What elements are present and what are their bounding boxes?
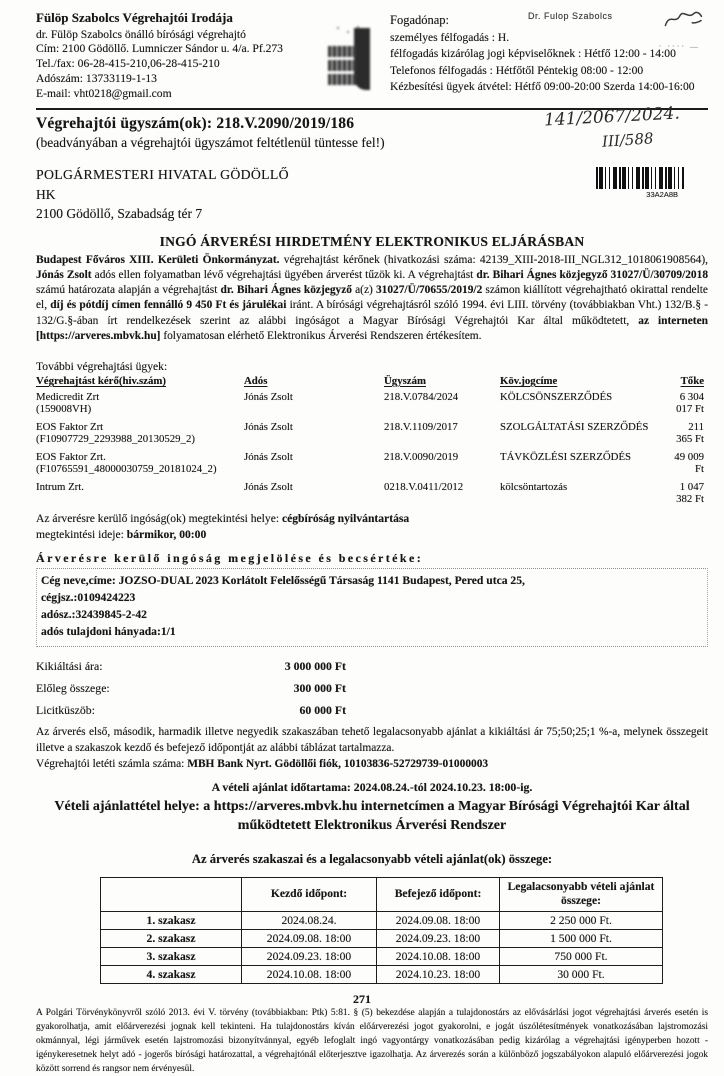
table-row	[36, 481, 708, 505]
stage-end: 2024.10.08. 18:00	[377, 947, 500, 965]
barcode-icon	[596, 167, 684, 189]
cell-ados: Jónás Zsolt	[244, 450, 293, 463]
legal-paragraph: A Polgári Törvénykönyvről szóló 2013. évi V. törvény (továbbiakban: Ptk) 5:81. § (5) bekezdése alapján a tulajdonostárs az elővásárlási jogot végrehajtási árverés esetén is gyakorolhatja, amit előárverezési jognak kell tekinteni. Ha tulajdonostárs kíván előárverezési jogot gyakorolni, e jogát úszólétesítmények vonatkozásában lajstromozási okmánnyal, légi járművek esetén lajstromozási bizonyítvánnyal, egyéb lefoglalt ingó vagyontárgy vonatkozásában pedig kizárólag a végrehajtási igényperben hozott - igénykeresetnek helyt adó - jogerős bírósági határozattal, a végrehajtónál előterjesztve igazolhatja. Az árverezés során a különböző jogszabályokon alapuló előárverezési jogok között sorrend és rangsor nem érvényesül.	[36, 1007, 708, 1074]
intro-seg: dr. Bihari Ágnes közjegyző	[220, 284, 352, 297]
price-row	[36, 703, 708, 718]
intro-seg: az interneten [https://arveres.mbvk.hu]	[36, 314, 708, 342]
scan-marks: · ···· —	[658, 42, 700, 51]
cell-jogcim: kölcsöntartozás	[500, 480, 568, 493]
price-label: Licitküszöb:	[36, 703, 95, 718]
bailiff-office-block	[36, 10, 328, 102]
stage-end: 2024.09.08. 18:00	[377, 911, 500, 929]
table-row	[36, 391, 708, 415]
offer-duration: A vételi ajánlat időtartama: 2024.08.24.-tól 2024.10.23. 18:00-ig.	[211, 779, 533, 794]
cell-jogcim: TÁVKÖZLÉSI SZERZŐDÉS	[500, 450, 632, 463]
stage-name: 3. szakasz	[101, 947, 242, 965]
cell-kero: Medicredit Zrt (159008VH)	[36, 390, 100, 415]
stages-note: Az árverés első, második, harmadik illetve negyedik szakaszában tehető legalacsonyabb ajánlat a kikiáltási ár 75;50;25;1 %-a, melynek összegeit illetve a szakaszok kezdő és befejező időpontját az alábbi táblázat tartalmazza.	[36, 726, 708, 754]
case-number-note: (beadványában a végrehajtói ügyszámot feltétlenül tüntesse fel!)	[36, 134, 385, 150]
stage-col-empty	[101, 877, 242, 911]
deposit-account-line: Végrehajtói letéti számla száma: MBH Bank Nyrt. Gödöllői fiók, 10103836-52729739-01000003	[36, 757, 489, 770]
stage-end: 2024.09.23. 18:00	[377, 929, 500, 947]
stage-end: 2024.10.23. 18:00	[377, 965, 500, 983]
table-row	[36, 451, 708, 475]
col-ados: Adós	[244, 374, 268, 387]
item-section-heading: Árverésre kerülő ingóság megjelölése és becsértéke:	[36, 551, 424, 566]
letterhead	[36, 10, 708, 102]
office-address: Cím: 2100 Gödöllő. Lumniczer Sándor u. 4/a. Pf.273	[36, 42, 283, 56]
offer-place: Vételi ajánlattétel helye: a https://arveres.mbvk.hu internetcímen a Magyar Bírósági Végrehajtói Kar által működtetett Elektronikus Árverési Rendszer	[54, 798, 690, 833]
cell-ugyszam: 218.V.1109/2017	[384, 420, 458, 433]
cell-ados: Jónás Zsolt	[244, 420, 293, 433]
barcode-label: 33A2A8B	[646, 189, 678, 199]
stage-minbid: 2 250 000 Ft.	[500, 911, 663, 929]
recipient-block	[36, 165, 708, 224]
intro-seg: dr. Bihari Ágnes közjegyző 31027/Ü/30709/2018	[476, 269, 709, 282]
item-regno: cégjsz.:0109424223	[41, 591, 136, 605]
col-kero: Végrehajtást kérő(hiv.szám)	[36, 374, 166, 387]
intro-seg: folyamatosan elérhető Elektronikus Árverési Rendszeren értékesítem.	[160, 329, 482, 342]
intro-seg: iránt. A bírósági végrehajtásról szóló 1994. évi LIII. törvény (továbbiakban Vht.) 132/B.§ - 132/G.§-ában írt rendelkezések szerint az alábbi ingóságot a Magyar Bírósági Végrehajtói Kar által működtetett,	[36, 299, 709, 327]
cell-ados: Jónás Zsolt	[244, 480, 293, 493]
viewing-time: megtekintési ideje: bármikor, 00:00	[36, 528, 207, 542]
stages-table	[100, 877, 663, 984]
stage-start: 2024.08.24.	[242, 911, 377, 929]
intro-seg: adós ellen folyamatban lévő végrehajtási ügyében árverést tűzök ki. A végrehajtást	[91, 269, 477, 282]
stage-start: 2024.10.08. 18:00	[242, 965, 377, 983]
viewing-place: Az árverésre kerülő ingóság(ok) megtekintési helye: cégbíróság nyilvántartása	[36, 511, 410, 525]
cases-header-row	[36, 375, 708, 387]
stage-minbid: 750 000 Ft.	[500, 947, 663, 965]
case-number-section	[36, 103, 708, 151]
cell-kero: EOS Faktor Zrt (F10907729_2293988_20130529_2)	[36, 420, 195, 445]
cell-ugyszam: 218.V.0784/2024	[384, 390, 459, 403]
handwritten-reference: 141/2067/2024.	[543, 103, 681, 131]
stage-minbid: 1 500 000 Ft.	[500, 929, 663, 947]
stamp-area	[328, 10, 390, 102]
intro-seg: a(z)	[351, 284, 376, 297]
stage-name: 2. szakasz	[101, 929, 242, 947]
stage-col-end: Befejező időpont:	[377, 877, 500, 911]
price-value: 3 000 000 Ft	[284, 659, 346, 674]
printed-name: Dr. Fulop Szabolcs	[528, 11, 613, 21]
hours-line2: félfogadás kizárólag jogi képviselőknek : Hétfő 12:00 - 14:00	[390, 47, 676, 61]
stage-start: 2024.09.08. 18:00	[242, 929, 377, 947]
office-phone: Tel./fax: 06-28-415-210,06-28-415-210	[36, 57, 220, 71]
further-cases-table	[36, 360, 708, 505]
col-ugyszam: Ügyszám	[384, 374, 426, 387]
stage-start: 2024.09.23. 18:00	[242, 947, 377, 965]
item-company: Cég neve,címe: JOZSO-DUAL 2023 Korlátolt Felelősségű Társaság 1141 Budapest, Pered utca 25,	[41, 574, 525, 588]
stage-minbid: 30 000 Ft.	[500, 965, 663, 983]
hours-title: Fogadónap:	[390, 13, 450, 27]
office-taxid: Adószám: 13733119-1-13	[36, 72, 157, 86]
price-value: 300 000 Ft	[293, 681, 346, 696]
price-value: 60 000 Ft	[299, 703, 346, 718]
hours-line1: személyes félfogadás : H.	[390, 30, 510, 44]
stages-table-title: Az árverés szakaszai és a legalacsonyabb vételi ajánlat(ok) összege:	[191, 851, 553, 866]
cell-kero: EOS Faktor Zrt. (F10765591_48000030759_20181024_2)	[36, 450, 217, 475]
intro-seg: 31027/Ü/70655/2019/2	[375, 284, 483, 297]
office-name: Fülöp Szabolcs Végrehajtói Irodája	[36, 10, 233, 25]
case-number: Végrehajtói ügyszám(ok): 218.V.2090/2019/186	[36, 114, 355, 132]
cell-ugyszam: 0218.V.0411/2012	[384, 480, 464, 493]
col-toke: Tőke	[680, 374, 704, 387]
recipient-address: 2100 Gödöllő, Szabadság tér 7	[36, 206, 203, 222]
stage-col-start: Kezdő időpont:	[242, 877, 377, 911]
viewing-info	[36, 511, 708, 543]
hours-line3: Telefonos félfogadás : Hétfőtől Péntekig 08:00 - 12:00	[390, 63, 644, 77]
cell-toke: 49 009 Ft	[674, 450, 704, 475]
table-row	[36, 421, 708, 445]
page-number: 271	[353, 992, 371, 1006]
price-label: Előleg összege:	[36, 681, 110, 696]
hours-line4: Kézbesítési ügyek átvétel: Hétfő 09:00-20:00 Szerda 14:00-16:00	[390, 80, 695, 94]
recipient-line2: HK	[36, 186, 56, 202]
cell-ados: Jónás Zsolt	[244, 390, 293, 403]
cell-toke: 6 304 017 Ft	[676, 390, 704, 415]
coat-of-arms-stamp-icon	[328, 24, 378, 96]
intro-seg: számon kiállított végrehajtható okirattal rendelte el,	[36, 284, 708, 312]
barcode-block	[596, 167, 684, 201]
item-ownership: adós tulajdoni hányada:1/1	[41, 624, 176, 638]
item-taxno: adósz.:32439845-2-42	[41, 607, 147, 621]
price-label: Kikiáltási ára:	[36, 659, 103, 674]
table-row	[101, 911, 663, 929]
signature-icon	[660, 5, 705, 38]
further-cases-title: További végrehajtási ügyek:	[36, 359, 168, 373]
cell-jogcim: KÖLCSÖNSZERZŐDÉS	[500, 390, 613, 403]
table-row	[101, 965, 663, 983]
col-jogcim: Köv.jogcíme	[500, 374, 558, 387]
recipient-name: POLGÁRMESTERI HIVATAL GÖDÖLLŐ	[36, 166, 289, 182]
cell-kero: Intrum Zrt.	[36, 480, 84, 493]
stages-header-row	[101, 877, 663, 911]
stage-name: 1. szakasz	[101, 911, 242, 929]
document-title: INGÓ ÁRVERÉSI HIRDETMÉNY ELEKTRONIKUS ELJÁRÁSBAN	[159, 233, 585, 249]
stage-name: 4. szakasz	[101, 965, 242, 983]
table-row	[101, 947, 663, 965]
price-row	[36, 659, 708, 674]
intro-seg: végrehajtást kérőnek (hivatkozási száma: 42139_XIII-2018-III_NGL312_1018061908564),	[279, 253, 708, 266]
table-row	[101, 929, 663, 947]
intro-seg: Jónás Zsolt	[36, 269, 92, 282]
intro-seg: díj és pótdíj címen fennálló 9 450 Ft és járulékai	[50, 299, 287, 312]
cell-toke: 1 047 382 Ft	[676, 480, 704, 505]
stage-col-minbid: Legalacsonyabb vételi ajánlat összege:	[500, 877, 663, 911]
price-section	[36, 659, 708, 769]
cell-jogcim: SZOLGÁLTATÁSI SZERZŐDÉS	[500, 420, 649, 433]
office-hours-block	[390, 10, 708, 102]
price-row	[36, 681, 708, 696]
item-description-box	[36, 568, 708, 647]
office-bailiff: dr. Fülöp Szabolcs önálló bírósági végrehajtó	[36, 27, 246, 41]
office-email: E-mail: vht0218@gmail.com	[36, 86, 172, 100]
intro-seg: Budapest Főváros XIII. Kerületi Önkormányzat.	[36, 253, 280, 266]
intro-seg: számú határozata alapján a végrehajtást	[36, 284, 221, 297]
intro-paragraph	[36, 253, 708, 344]
handwritten-reference-2: III/588	[600, 128, 654, 151]
cell-ugyszam: 218.V.0090/2019	[384, 450, 459, 463]
cell-toke: 211 365 Ft	[676, 420, 704, 445]
